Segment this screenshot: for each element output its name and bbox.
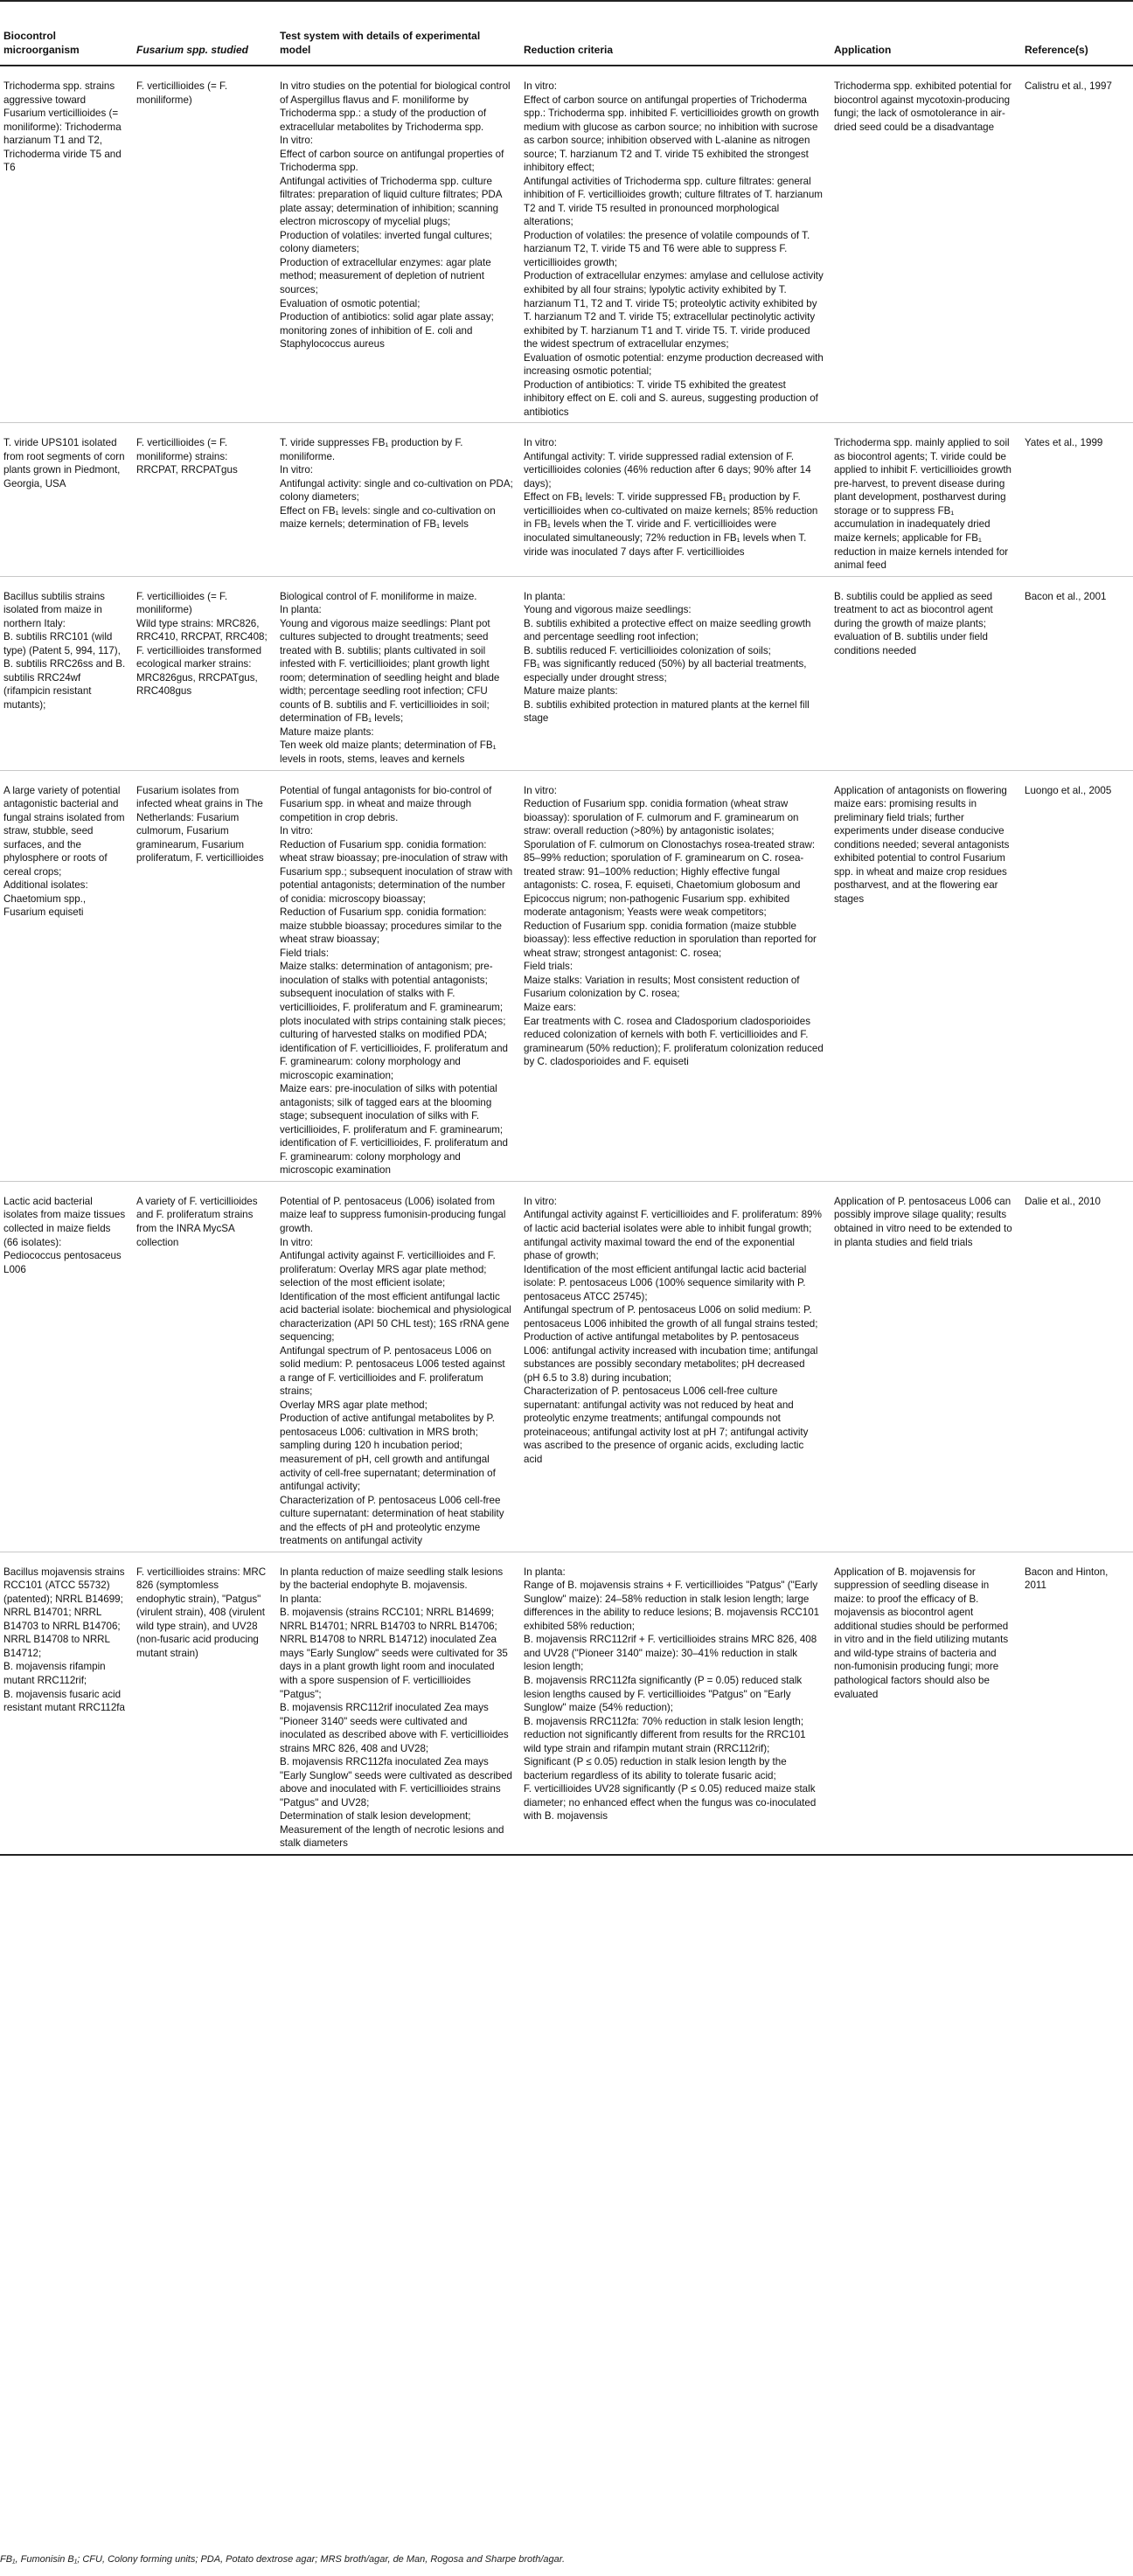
table-header-row	[0, 1, 1133, 66]
header-application: Application	[831, 1, 1021, 66]
cell-reference: Dalie et al., 2010	[1021, 1181, 1133, 1552]
cell-microorganism: A large variety of potential antagonistic bacterial and fungal strains isolated from straw, stubble, seed surfaces, and the phylosphere or roots of cereal crops; Additional isolates: Chaetomium spp., Fusarium equiseti	[0, 770, 133, 1181]
table-row	[0, 423, 1133, 576]
header-microorganism: Biocontrol microorganism	[0, 1, 133, 66]
cell-application: Application of P. pentosaceus L006 can possibly improve silage quality; results obtained in vitro need to be extended to in planta studies and field trials	[831, 1181, 1021, 1552]
cell-reference: Yates et al., 1999	[1021, 423, 1133, 576]
cell-reduction: In planta: Range of B. mojavensis strains + F. verticillioides "Patgus" ("Early Sunglow" maize): 24–58% reduction in stalk lesion length; large differences in the ability to reduce lesions; B. mojavensis RCC101 exhibited 58% reduction; B. mojavensis RRC112rif + F. verticillioides strains MRC 826, 408 and UV28 ("Pioneer 3140" maize): 30–41% reduction in stalk lesion length; B. mojavensis RRC112fa significantly (P = 0.05) reduced stalk lesion lengths caused by F. verticillioides "Patgus" on "Early Sunglow" maize (54% reduction); B. mojavensis RRC112fa: 70% reduction in stalk lesion length; reduction not significantly different from results for the RRC101 wild type strain and rifampin mutant strain (RRC112rif); Significant (P ≤ 0.05) reduction in stalk lesion length by the bacterium regardless of its ability to tolerate fusaric acid; F. verticillioides UV28 significantly (P ≤ 0.05) reduced maize stalk diameter; no enhanced effect when the fungus was co-inoculated with B. mojavensis	[520, 1552, 831, 1855]
header-references: Reference(s)	[1021, 1, 1133, 66]
cell-fusarium: F. verticillioides (= F. moniliforme)	[133, 66, 276, 423]
cell-fusarium: F. verticillioides strains: MRC 826 (symptomless endophytic strain), "Patgus" (virulent strain), 408 (virulent wild type strain), and UV28 (non-fusaric acid producing mutant strain)	[133, 1552, 276, 1855]
cell-reduction: In planta: Young and vigorous maize seedlings: B. subtilis exhibited a protective effect on maize seedling growth and percentage seedling root infection; B. subtilis reduced F. verticillioides colonization of soils; FB₁ was significantly reduced (50%) by all bacterial treatments, especially under drought stress; Mature maize plants: B. subtilis exhibited protection in matured plants at the kernel fill stage	[520, 576, 831, 770]
header-fusarium: Fusarium spp. studied	[133, 1, 276, 66]
table-row	[0, 66, 1133, 423]
cell-reduction: In vitro: Antifungal activity against F. verticillioides and F. proliferatum: 89% of lactic acid bacterial isolates were able to inhibit fungal growth; antifungal activity maximal toward the end of the exponential phase of growth; Identification of the most efficient antifungal lactic acid bacterial isolate: P. pentosaceus L006 (100% sequence similarity with P. pentosaceus ATCC 25745); Antifungal spectrum of P. pentosaceus L006 on solid medium: P. pentosaceus L006 inhibited the growth of all fungal strains tested; Production of active antifungal metabolites by P. pentosaceus L006: antifungal activity increased with incubation time; antifungal substances are possibly secondary metabolites; pH decreased (pH 6.5 to 3.8) during incubation; Characterization of P. pentosaceus L006 cell-free culture supernatant: antifungal activity was not reduced by heat and proteolytic enzyme treatments; antifungal compounds not proteinaceous; antifungal activity lost at pH 7; antifungal activity was ascribed to the presence of organic acids, excluding lactic acid	[520, 1181, 831, 1552]
cell-test-system: T. viride suppresses FB₁ production by F. moniliforme. In vitro: Antifungal activity: single and co-cultivation on PDA; colony diameters; Effect on FB₁ levels: single and co-cultivation on maize kernels; determination of FB₁ levels	[276, 423, 520, 576]
cell-test-system: Biological control of F. moniliforme in maize. In planta: Young and vigorous maize seedlings: Plant pot cultures subjected to drought treatments; seed treated with B. subtilis; plants cultivated in soil infested with F. verticillioides; plant growth light room; determination of seedling height and blade width; percentage seedling root infection; CFU counts of B. subtilis and F. verticillioides in soil; determination of FB₁ levels; Mature maize plants: Ten week old maize plants; determination of FB₁ levels in roots, stems, leaves and kernels	[276, 576, 520, 770]
cell-reduction: In vitro: Effect of carbon source on antifungal properties of Trichoderma spp.: Trichoderma spp. inhibited F. verticillioides growth on growth medium with glucose as carbon source; no inhibition with sucrose as carbon source; inhibition observed with L-alanine as nitrogen source; T. harzianum T2 and T. viride T5 exhibited the strongest inhibitory effect; Antifungal activities of Trichoderma spp. culture filtrates: general inhibition of F. verticillioides growth; culture filtrates of T. harzianum T2 and T. viride T5 resulted in pronounced morphological alterations; Production of volatiles: the presence of volatile compounds of T. harzianum T2, T. viride T5 and T6 were able to suppress F. verticillioides growth; Production of extracellular enzymes: amylase and cellulose activity exhibited by all four strains; lypolytic activity exhibited by T. harzianum T1, T2 and T. viride T5; proteolytic activity exhibited by T. harzianum T2 and T. viride T5; extracellular pectinolytic activity exhibited by T. harzianum T1 and T. viride T5. T. viride produced the widest spectrum of extracellular enzymes; Evaluation of osmotic potential: enzyme production decreased with increasing osmotic potential; Production of antibiotics: T. viride T5 exhibited the greatest inhibitory effect on E. coli and S. aureus, suggesting production of antibiotics	[520, 66, 831, 423]
table-row	[0, 1181, 1133, 1552]
header-test-system: Test system with details of experimental model	[276, 1, 520, 66]
cell-reference: Calistru et al., 1997	[1021, 66, 1133, 423]
cell-reduction: In vitro: Antifungal activity: T. viride suppressed radial extension of F. verticillioides colonies (46% reduction after 6 days; 90% after 14 days); Effect on FB₁ levels: T. viride suppressed FB₁ production by F. verticillioides when co-cultivated on maize kernels; 85% reduction in FB₁ levels when the T. viride and F. verticillioides were inoculated simultaneously; 72% reduction in FB₁ levels when T. viride was inoculated 7 days after F. verticillioides	[520, 423, 831, 576]
cell-test-system: Potential of fungal antagonists for bio-control of Fusarium spp. in wheat and maize through competition in crop debris. In vitro: Reduction of Fusarium spp. conidia formation: wheat straw bioassay; pre-inoculation of straw with Fusarium spp.; subsequent inoculation of straw with potential antagonists; determination of the number of conidia: microscopy bioassay; Reduction of Fusarium spp. conidia formation: maize stubble bioassay; procedures similar to the wheat straw bioassay; Field trials: Maize stalks: determination of antagonism; pre-inoculation of stalks with potential antagonists; subsequent inoculation of stalks with F. verticillioides, F. proliferatum and F. graminearum; plots inoculated with strips containing stalk pieces; culturing of harvested stalks on modified PDA; identification of F. verticillioides, F. proliferatum and F. graminearum: colony morphology and microscopic examination; Maize ears: pre-inoculation of silks with potential antagonists; silk of tagged ears at the blooming stage; subsequent inoculation of silks with F. verticillioides, F. proliferatum and F. graminearum; identification of F. verticillioides, F. proliferatum and F. graminearum: colony morphology and microscopic examination	[276, 770, 520, 1181]
cell-test-system: In planta reduction of maize seedling stalk lesions by the bacterial endophyte B. mojavensis. In planta: B. mojavensis (strains RCC101; NRRL B14699; NRRL B14701; NRRL B14703 to NRRL B14706; NRRL B14708 to NRRL B14712) inoculated Zea mays "Early Sunglow" seeds were cultivated for 35 days in a plant growth light room and inoculated with a spore suspension of F. verticillioides "Patgus"; B. mojavensis RRC112rif inoculated Zea mays "Pioneer 3140" seeds were cultivated and inoculated as described above with F. verticillioides strains MRC 826, 408 and UV28; B. mojavensis RRC112fa inoculated Zea mays "Early Sunglow" seeds were cultivated as described above and inoculated with F. verticillioides strains "Patgus" and UV28; Determination of stalk lesion development; Measurement of the length of necrotic lesions and stalk diameters	[276, 1552, 520, 1855]
header-reduction: Reduction criteria	[520, 1, 831, 66]
cell-fusarium: F. verticillioides (= F. moniliforme) strains: RRCPAT, RRCPATgus	[133, 423, 276, 576]
cell-fusarium: Fusarium isolates from infected wheat grains in The Netherlands: Fusarium culmorum, Fusarium graminearum, Fusarium proliferatum, F. verticillioides	[133, 770, 276, 1181]
cell-reduction: In vitro: Reduction of Fusarium spp. conidia formation (wheat straw bioassay): sporulation of F. culmorum and F. graminearum on straw: overall reduction (>80%) by antagonistic isolates; Sporulation of F. culmorum on Clonostachys rosea-treated straw: 85–99% reduction; sporulation of F. graminearum on C. rosea-treated straw: 91–100% reduction; Highly effective fungal antagonists: C. rosea, F. equiseti, Chaetomium globosum and Epicoccus nigrum; non-pathogenic Fusarium spp. exhibited moderate antagonism; Yeasts were weak competitors; Reduction of Fusarium spp. conidia formation (maize stubble bioassay): less effective reduction in sporulation than reported for wheat straw; strongest antagonist: C. rosea; Field trials: Maize stalks: Variation in results; Most consistent reduction of Fusarium colonization by C. rosea; Maize ears: Ear treatments with C. rosea and Cladosporium cladosporioides reduced colonization of kernels with both F. verticillioides and F. graminearum (50% reduction); F. proliferatum colonization reduced by C. cladosporioides and F. equiseti	[520, 770, 831, 1181]
cell-application: B. subtilis could be applied as seed treatment to act as biocontrol agent during the growth of maize plants; evaluation of B. subtilis under field conditions needed	[831, 576, 1021, 770]
cell-microorganism: Lactic acid bacterial isolates from maize tissues collected in maize fields (66 isolates): Pediococcus pentosaceus L006	[0, 1181, 133, 1552]
cell-fusarium: A variety of F. verticillioides and F. proliferatum strains from the INRA MycSA collection	[133, 1181, 276, 1552]
cell-reference: Bacon et al., 2001	[1021, 576, 1133, 770]
cell-test-system: Potential of P. pentosaceus (L006) isolated from maize leaf to suppress fumonisin-producing fungal growth. In vitro: Antifungal activity against F. verticillioides and F. proliferatum: Overlay MRS agar plate method; selection of the most efficient isolate; Identification of the most efficient antifungal lactic acid bacterial isolate: biochemical and physiological characterization (API 50 CHL test); 16S rRNA gene sequencing; Antifungal spectrum of P. pentosaceus L006 on solid medium: P. pentosaceus L006 tested against a range of F. verticillioides and F. proliferatum strains; Overlay MRS agar plate method; Production of active antifungal metabolites by P. pentosaceus L006: cultivation in MRS broth; sampling during 120 h incubation period; measurement of pH, cell growth and antifungal activity of cell-free supernatant; determination of antifungal activity; Characterization of P. pentosaceus L006 cell-free culture supernatant: determination of heat stability and the effects of pH and proteolytic enzyme treatments on antifungal activity	[276, 1181, 520, 1552]
cell-reference: Bacon and Hinton, 2011	[1021, 1552, 1133, 1855]
table-row	[0, 770, 1133, 1181]
cell-fusarium: F. verticillioides (= F. moniliforme) Wild type strains: MRC826, RRC410, RRCPAT, RRC408; F. verticillioides transformed ecological marker strains: MRC826gus, RRCPATgus, RRC408gus	[133, 576, 276, 770]
cell-microorganism: T. viride UPS101 isolated from root segments of corn plants grown in Piedmont, Georgia, USA	[0, 423, 133, 576]
cell-reference: Luongo et al., 2005	[1021, 770, 1133, 1181]
cell-test-system: In vitro studies on the potential for biological control of Aspergillus flavus and F. moniliforme by Trichoderma spp.: a study of the production of extracellular metabolites by Trichoderma spp. In vitro: Effect of carbon source on antifungal properties of Trichoderma spp. Antifungal activities of Trichoderma spp. culture filtrates: preparation of liquid culture filtrates; PDA plate assay; determination of inhibition; scanning electron microscopy of mycelial plugs; Production of volatiles: inverted fungal cultures; colony diameters; Production of extracellular enzymes: agar plate method; measurement of depletion of nutrient sources; Evaluation of osmotic potential; Production of antibiotics: solid agar plate assay; monitoring zones of inhibition of E. coli and Staphylococcus aureus	[276, 66, 520, 423]
cell-application: Application of B. mojavensis for suppression of seedling disease in maize: to proof the efficacy of B. mojavensis as biocontrol agent additional studies should be performed in vitro and in the field utilizing mutants and wild-type strains of bacteria and non-fumonisin producing fungi; more pathological factors should also be evaluated	[831, 1552, 1021, 1855]
cell-microorganism: Bacillus subtilis strains isolated from maize in northern Italy: B. subtilis RRC101 (wild type) (Patent 5, 994, 117), B. subtilis RRC26ss and B. subtilis RRC24wf (rifampicin resistant mutants);	[0, 576, 133, 770]
cell-microorganism: Trichoderma spp. strains aggressive toward Fusarium verticillioides (= moniliforme): Trichoderma harzianum T1 and T2, Trichoderma viride T5 and T6	[0, 66, 133, 423]
table-row	[0, 1552, 1133, 1855]
table-footnote: FB₁, Fumonisin B₁; CFU, Colony forming units; PDA, Potato dextrose agar; MRS broth/agar, de Man, Rogosa and Sharpe broth/agar.	[0, 2554, 566, 2565]
cell-application: Trichoderma spp. mainly applied to soil as biocontrol agents; T. viride could be applied to inhibit F. verticillioides growth pre-harvest, to prevent disease during plant development, postharvest during storage or to suppress FB₁ accumulation in inadequately dried maize kernels; applicable for FB₁ reduction in maize kernels intended for animal feed	[831, 423, 1021, 576]
cell-microorganism: Bacillus mojavensis strains RCC101 (ATCC 55732) (patented); NRRL B14699; NRRL B14701; NRRL B14703 to NRRL B14706; NRRL B14708 to NRRL B14712; B. mojavensis rifampin mutant RRC112rif; B. mojavensis fusaric acid resistant mutant RRC112fa	[0, 1552, 133, 1855]
table-row	[0, 576, 1133, 770]
cell-application: Trichoderma spp. exhibited potential for biocontrol against mycotoxin-producing fungi; the lack of osmotolerance in air-dried seed could be a disadvantage	[831, 66, 1021, 423]
cell-application: Application of antagonists on flowering maize ears: promising results in preliminary field trials; further experiments under disease conducive conditions needed; several antagonists exhibited potential to control Fusarium spp. in wheat and maize crop residues postharvest, and at the flowering ear stages	[831, 770, 1021, 1181]
